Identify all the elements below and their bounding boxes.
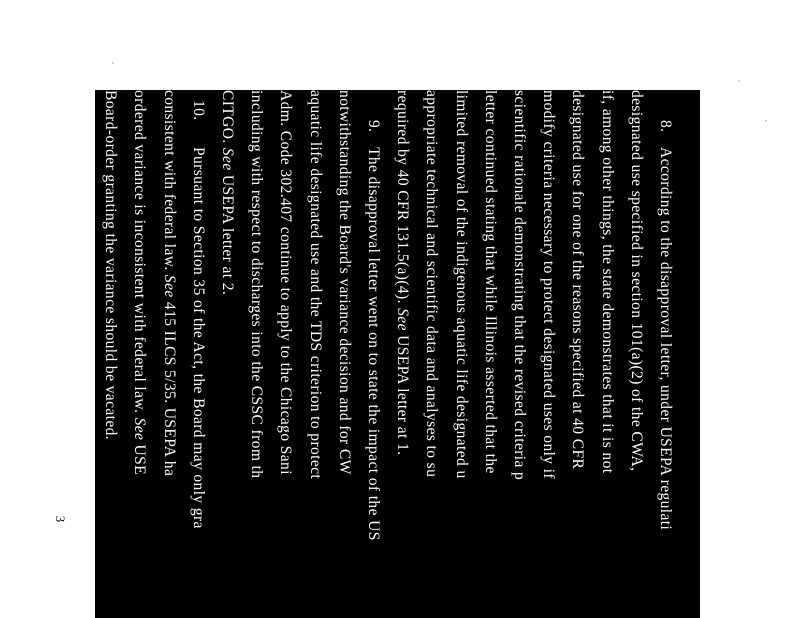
paragraph-line: notwithstanding the Board's variance decision and for CW — [335, 90, 353, 475]
paragraph-line: consistent with federal law. See 415 ILCS 5/35. USEPA ha — [160, 90, 178, 477]
paragraph-line: aquatic life designated use and the TDS criterion to protect — [306, 90, 324, 480]
paragraph-line: letter continued stating that while Illinois asserted that the — [481, 90, 499, 474]
paragraph-number: 10. — [189, 100, 207, 121]
page-number: 3 — [53, 515, 68, 523]
paragraph-line: appropriate technical and scientific data and analyses to su — [423, 90, 441, 478]
paragraph-line: limited removal of the indigenous aquatic life designated u — [452, 90, 470, 479]
paragraph-line: required by 40 CFR 131.5(a)(4). See USEPA letter at 1. — [394, 90, 412, 456]
paragraph-line: designated use specified in section 101(a)(2) of the CWA, — [627, 90, 645, 472]
paragraph-line: Board-order granting the variance should be vacated. — [102, 90, 120, 441]
paragraph-line: if, among other things, the state demonstrates that it is not — [598, 90, 616, 474]
paragraph-line: ordered variance is inconsistent with federal law. See USE — [131, 90, 149, 476]
paragraph-line: modify criteria necessary to protect designated uses only if — [540, 90, 558, 479]
rotated-document-panel — [95, 90, 700, 618]
paragraph-line: Pursuant to Section 35 of the Act, the Board may only gra — [189, 147, 207, 529]
paragraph-line: Adm. Code 302.407 continue to apply to the Chicago Sani — [277, 90, 295, 475]
paragraph-line: According to the disapproval letter, under USEPA regulati — [657, 147, 674, 531]
paragraph-line: designated use for one of the reasons specified at 40 CFR — [569, 90, 587, 470]
scan-speck — [112, 62, 114, 64]
scan-speck — [738, 80, 740, 82]
paragraph-number: 9. — [365, 120, 382, 133]
paragraph-line: The disapproval letter went on to state the impact of the US — [365, 147, 382, 541]
rotated-text-frame — [95, 90, 700, 618]
paragraph-line: CITGO. See USEPA letter at 2. — [219, 90, 236, 296]
scan-speck — [765, 120, 767, 122]
paragraph-number: 8. — [657, 120, 674, 133]
paragraph-line: scientific rationale demonstrating that the revised criteria p — [511, 90, 528, 481]
paragraph-line: including with respect to discharges into the CSSC from th — [248, 90, 266, 479]
closing-line — [95, 117, 96, 526]
